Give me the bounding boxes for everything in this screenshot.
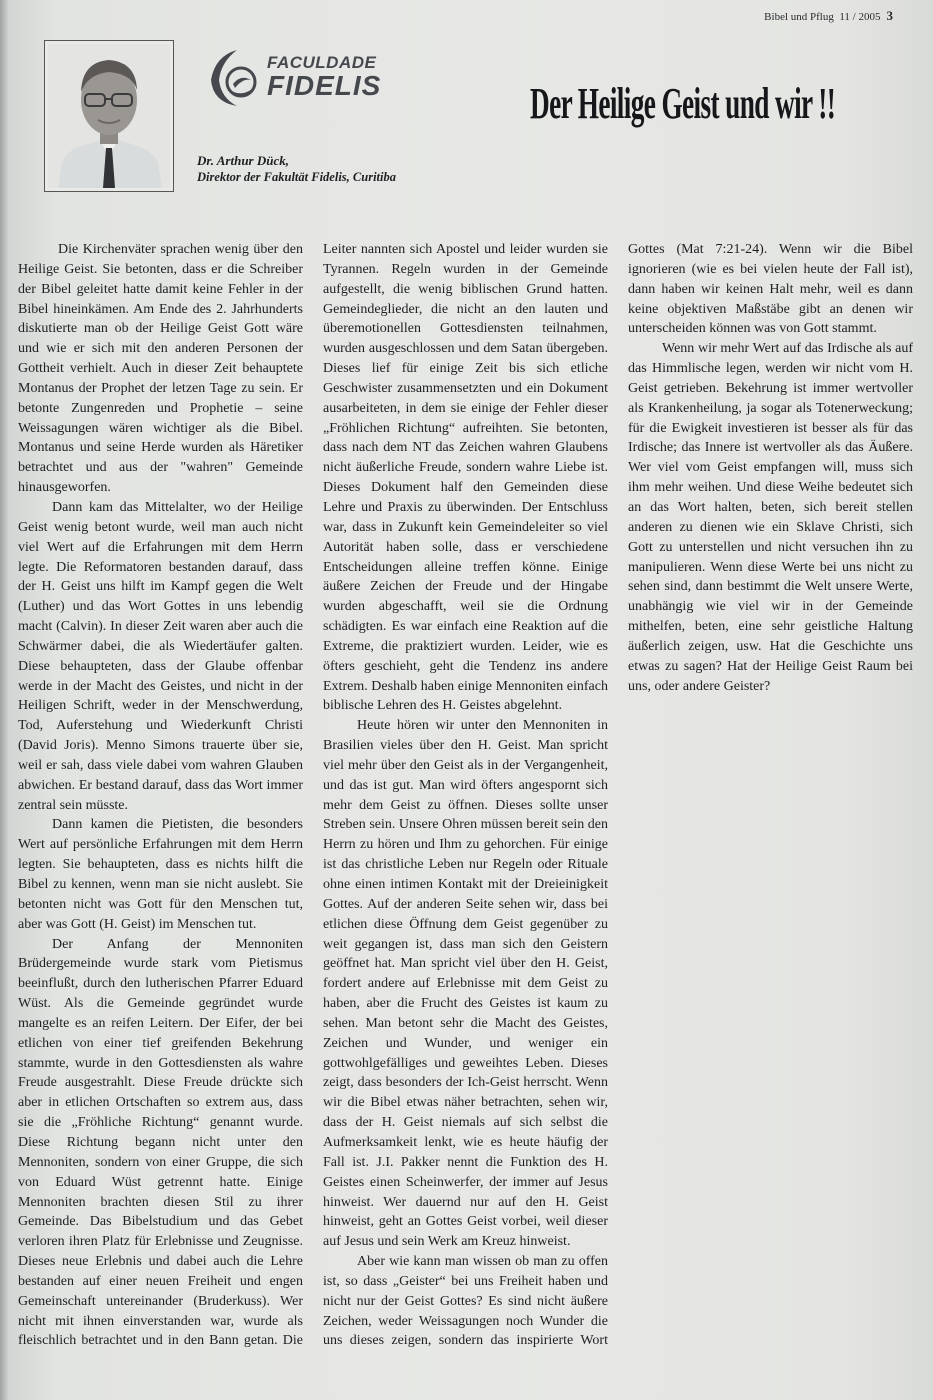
paragraph: Heute hören wir unter den Mennoniten in Brasilien vieles über den H. Geist. Man spricht viel mehr über den Geist als in der Vergangenheit, und das ist gut. Man wird öfters angespornt sich mehr dem Geist zu öffnen. Dieses sollte unser Streben sein. Unsere Ohren müssen bereit sein den Herrn zu hören und Ihm zu gehorchen. Für einige ist das christliche Leben nur Regeln oder Rituale ohne einen intimen Kontakt mit der Dreieinigkeit Gottes. Auf der anderen Seite sehen wir, dass bei etlichen diese Öffnung dem Geist gegenüber zu weit gegangen ist, dass man sich den Geistern geöffnet hat. Man spricht viel über den H. Geist, fordert andere auf Erlebnisse mit dem Geist zu haben, aber die Frucht des Geistes ist kaum zu sehen. Man betont sehr die Macht des Geistes, Zeichen und Wunder, und weniger ein gottwohlgefälliges und geweihtes Leben. Dieses zeigt, dass besonders der Ich-Geist herrscht. Wenn wir die Bibel etwas näher betrachten, sehen wir, dass der H. Geist niemals auf sich selbst die Aufmerksamkeit lenkt, wie es heute häufig der Fall ist. J.I. Pakker nennt die Funktion des H. Geistes einen Scheinwerfer, der immer auf Jesus hinweist. Wer dauernd nur auf den H. Geist hinweist, geht an Gottes Geist vorbei, weil dieser auf Jesus und sein Werk am Kreuz hinweist. xyxy=(323,718,608,1250)
faculdade-fidelis-logo xyxy=(205,46,385,116)
logo-wordmark xyxy=(267,54,381,100)
logo-line-faculdade: FACULDADE xyxy=(267,53,377,72)
author-name: Dr. Arthur Dück, xyxy=(197,153,289,168)
running-header xyxy=(764,8,893,24)
article-title: Der Heilige Geist und wir !! xyxy=(530,79,836,128)
paragraph: Dann kam das Mittelalter, wo der Heilige Geist wenig betont wurde, weil man auch nicht viel Wert auf die Erfahrungen mit dem Herrn legte. Die Reformatoren bestanden darauf, dass der H. Geist uns hilft im Kampf gegen die Welt (Luther) und das Wort Gottes in uns lebendig macht (Calvin). In dieser Zeit waren aber auch die Schwärmer dabei, die als Wiedertäufer galten. Diese behaupteten, dass der Glaube offenbar werde in der Macht des Geistes, und nicht in der Heiligen Schrift, weder in der Menschwerdung, Tod, Auferstehung und Wiederkunft Christi (David Joris). Menno Simons trauerte über sie, weil er sah, dass viele dabei vom wahren Glauben abwichen. Er bestand darauf, dass das Wort immer zentral sein müsste. xyxy=(18,499,303,813)
portrait-image xyxy=(48,44,170,188)
author-role: Direktor der Fakultät Fidelis, Curitiba xyxy=(197,170,396,184)
logo-emblem-icon xyxy=(205,46,269,110)
paragraph: Wenn wir mehr Wert auf das Irdische als auf das Himmlische legen, werden wir nicht vom H. Geist getrieben. Bekehrung ist immer wertvoller als Krankenheilung, ja sogar als Totenerweckung; für die Ewigkeit investieren ist besser als für das Irdische; das Innere ist wertvoller als das Äußere. Wer viel vom Geist empfangen will, muss sich ihm mehr weihen. Und diese Weihe bedeutet sich an das Wort halten, beten, sich bereit stellen anderen zu dienen wie ein Sklave Christi, sich Gott zu unterstellen und nicht versuchen ihn zu manipulieren. Wenn diese Werte bei uns nicht zu sehen sind, dann bestimmt die Welt unsere Werte, unabhängig wie viel wir in der Gemeinde mithelfen, beten, eine sehr geistliche Haltung äußerlich zeigen, usw. Hat die Geschichte uns etwas zu sagen? Hat der Heilige Geist Raum bei uns, oder andere Geister? xyxy=(628,341,913,694)
page-number: 3 xyxy=(886,8,893,23)
author-photo xyxy=(44,40,174,192)
journal-name: Bibel und Pflug xyxy=(764,11,834,23)
issue-number: 11 / 2005 xyxy=(839,11,881,23)
logo-line-fidelis: FIDELIS xyxy=(267,70,382,101)
paragraph: Aber wie kann man wissen ob man zu offen ist, so dass „Geister“ bei uns Freiheit haben und nicht nur der Geist Gottes? Es sind nicht äußere Zeichen, weder Weissagungen noch Wunder die uns dieses zeigen, sondern das inspirierte Wort Gottes (Mat 7:21-24). Wenn wir die Bibel ignorieren (wie es bei vielen heute der Fall ist), dann haben wir keinen Halt mehr, weil es dann keine objektiven Maßstäbe gibt an denen wir unterscheiden können was von Gott stammt. xyxy=(323,242,913,1349)
article-body xyxy=(18,240,913,1370)
paragraph: Der Anfang der Mennoniten Brüdergemeinde wurde stark vom Pietismus beeinflußt, durch den lutherischen Pfarrer Eduard Wüst. Als die Gemeinde gegründet wurde mangelte es an reifen Leitern. Der Eifer, der bei etlichen von einer tief greifenden Bekehrung stammte, wurde in den Gottesdiensten als wahre Freude ausgestrahlt. Diese Freude drückte sich aber in etlichen Ortschaften so extrem aus, dass sie die „Fröhliche Richtung“ genannt wurde. Diese Richtung begann nicht unter den Mennoniten, sondern von einer Gruppe, die sich von Eduard Wüst getrennt hatte. Einige Mennoniten brachten diesen Stil zu ihrer Gemeinde. Das Bibelstudium und das Gebet verloren ihren Platz für Erlebnisse und Zeugnisse. Dieses neue Erlebnis und dabei auch die Lehre bestanden auf einer neuen Freiheit und engen Gemeinschaft untereinander (Bruderkuss). Wer nicht mit ihnen einverstanden war, wurde als fleischlich betrachtet und in den Bann getan. Die Leiter nannten sich Apostel und leider wurden sie Tyrannen. Regeln wurden in der Gemeinde aufgestellt, die wenig biblischen Grund hatten. Gemeindeglieder, die nicht an den lauten und überemotionellen Gottesdiensten teilnahmen, wurden ausgeschlossen und dem Satan übergeben. Dieses lief für einige Zeit bis sich etliche Geschwister zusammensetzten und ein Dokument ausarbeiteten, in dem sie einige der Fehler dieser „Fröhlichen Richtung“ aufreihten. Sie betonten, dass nach dem NT das Zeichen wahren Glaubens nicht äußerliche Freude, sondern wahre Liebe ist. Dieses Dokument half den Gemeinden diese Lehre und Praxis zu überwinden. Der Entschluss war, dass in Zukunft kein Gemeindeleiter so viel Autorität haben solle, dass er verschiedene Entscheidungen alleine treffen könne. Einige äußere Zeichen der Freude und der Hingabe wurden abgeschafft, weil sie die Ordnung schädigten. Es war einfach eine Reaktion auf die Extreme, die praktiziert wurden. Leider, wie es öfters geschieht, geht die Tendenz ins andere Extrem. Deshalb haben einige Mennoniten einfach biblische Lehren des H. Geistes abgelehnt. xyxy=(18,242,608,1349)
author-byline xyxy=(197,152,396,186)
paragraph: Dann kamen die Pietisten, die besonders Wert auf persönliche Erfahrungen mit dem Herrn legten. Sie behaupteten, dass es nichts hilft die Bibel zu kennen, wenn man sie nicht auslebt. Sie betonten nicht was Gott für den Menschen tut, aber was Gott (H. Geist) im Menschen tut. xyxy=(18,817,303,932)
page-spine-shadow xyxy=(0,0,8,1400)
paragraph: Die Kirchenväter sprachen wenig über den Heilige Geist. Sie betonten, dass er die Schreiber der Bibel geleitet hatte damit keine Fehler in der Bibel hineinkämen. Am Ende des 2. Jahrhunderts diskutierte man ob der Heilige Geist Gott wäre und wie er sich mit den anderen Personen der Gottheit verhielt. Auch in dieser Zeit behauptete Montanus der Prophet der letzen Tage zu sein. Er betonte Zungenreden und Prophetie – seine Weissagungen wären wichtiger als die Bibel. Montanus und seine Herde wurden als Häretiker betrachtet und aus der "wahren" Gemeinde hinausgeworfen. xyxy=(18,242,303,496)
